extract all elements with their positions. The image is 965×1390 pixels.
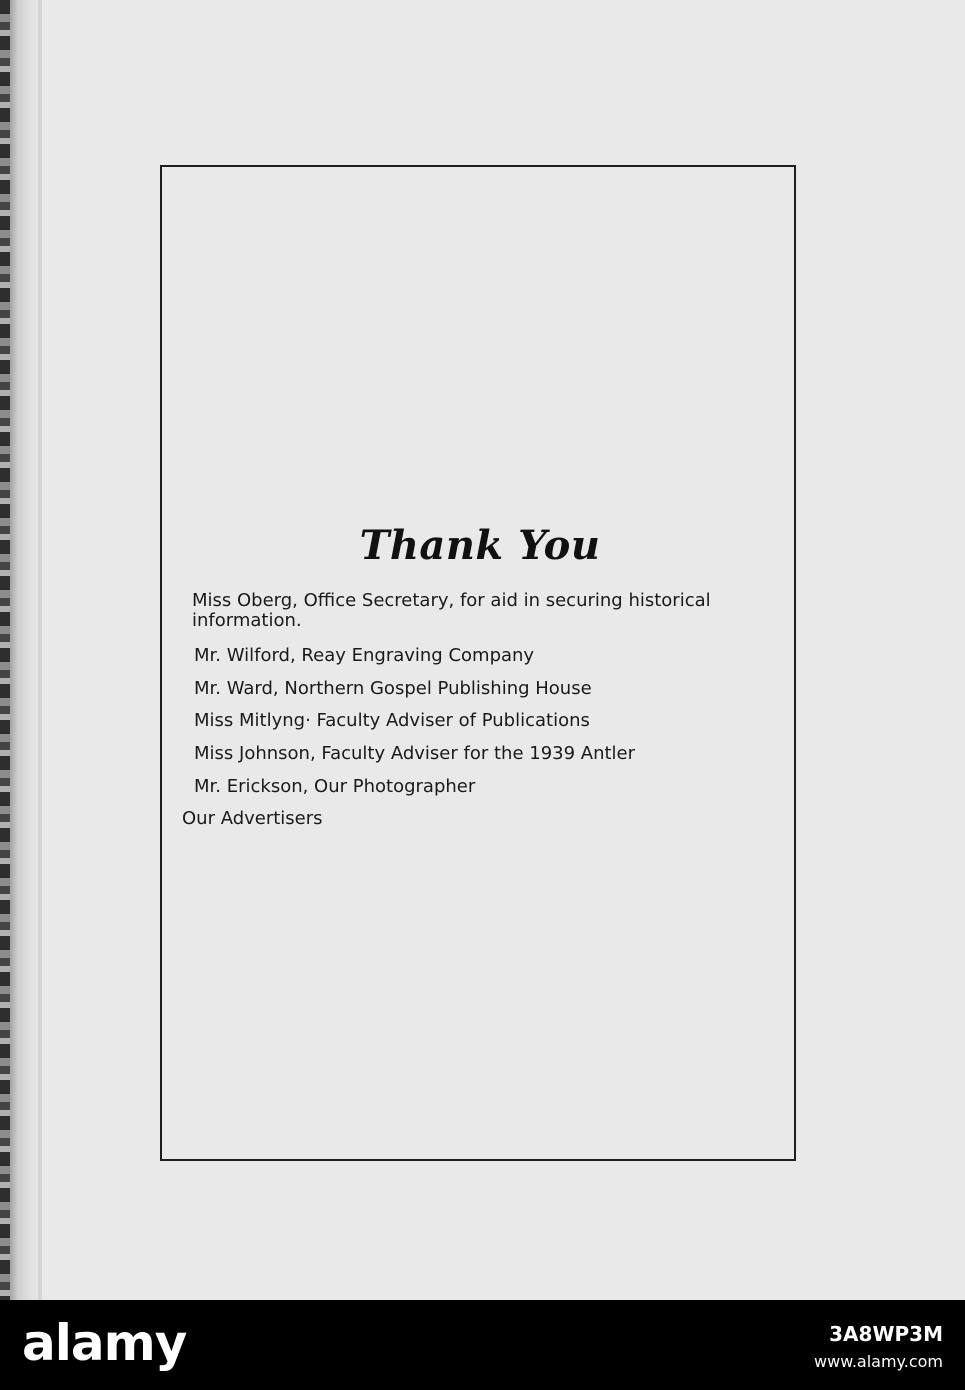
image-id: 3A8WP3M (829, 1322, 943, 1346)
acknowledgement-line: Miss Mitlyng· Faculty Adviser of Publications (194, 710, 590, 731)
acknowledgement-line: information. (192, 610, 302, 631)
bordered-frame (160, 165, 796, 1161)
acknowledgement-line: Mr. Erickson, Our Photographer (194, 776, 476, 797)
footer-url[interactable]: www.alamy.com (814, 1352, 943, 1371)
acknowledgement-line: Mr. Ward, Northern Gospel Publishing House (194, 678, 592, 699)
alamy-logo: alamy (22, 1314, 187, 1372)
acknowledgement-line: Miss Oberg, Office Secretary, for aid in securing historical (192, 590, 711, 611)
acknowledgement-line: Miss Johnson, Faculty Adviser for the 1939 Antler (194, 743, 636, 764)
stock-footer (0, 1300, 965, 1390)
acknowledgement-line: Mr. Wilford, Reay Engraving Company (194, 645, 535, 666)
spiral-binding (0, 0, 10, 1300)
page-edge (38, 0, 42, 1300)
page-title: Thank You (359, 522, 601, 569)
acknowledgement-line: Our Advertisers (182, 808, 323, 829)
